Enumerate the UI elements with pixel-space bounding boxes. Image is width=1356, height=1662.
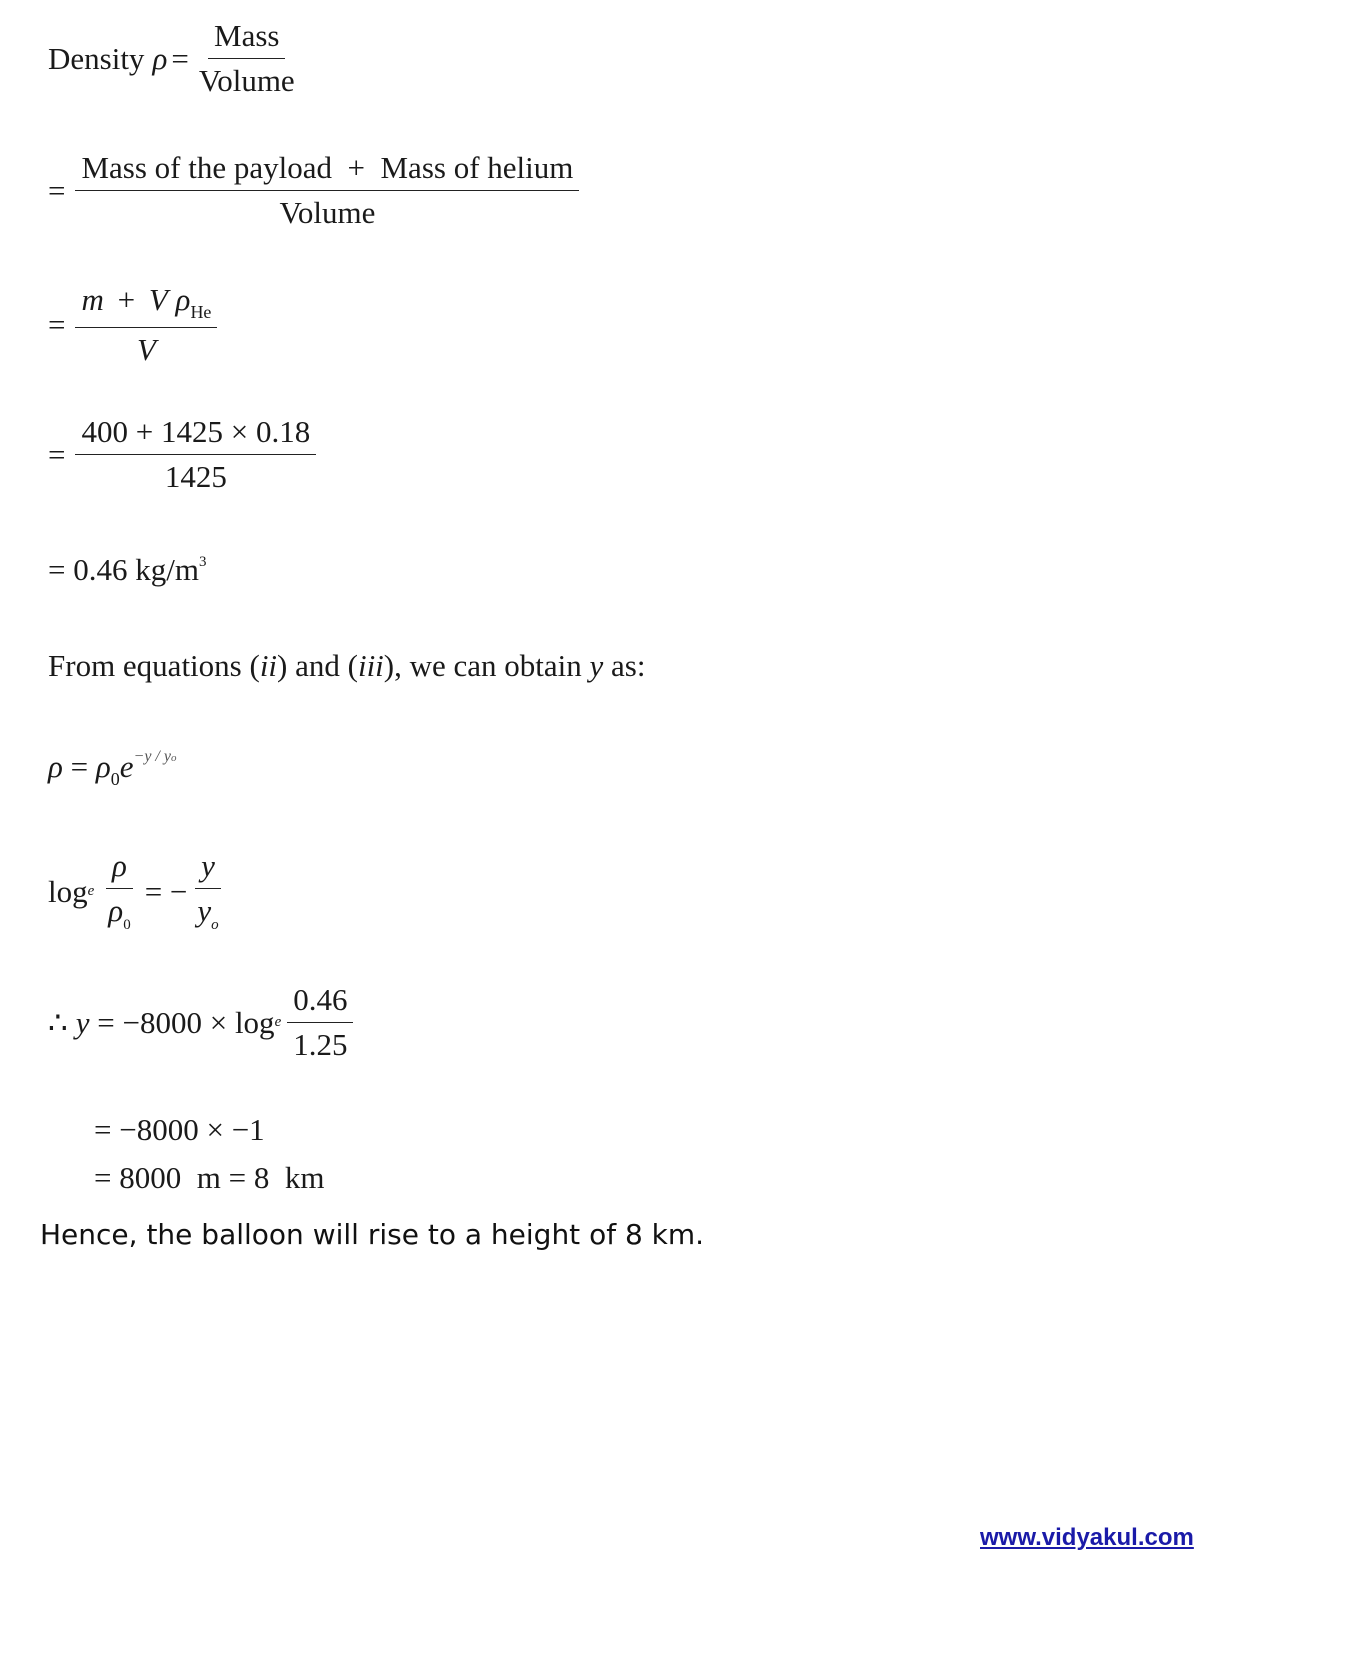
- log-relation: log e $\frac{\rho}{\rho_0}$ = − $\frac{y}{y_o}$: [48, 850, 225, 933]
- equals-minus: = −: [144, 873, 188, 909]
- numeric-density-expression: [48, 416, 316, 493]
- equations-sentence: From equations (ii) and (iii), we can obtain y as:: [48, 648, 646, 683]
- mass-symbol: m: [81, 282, 104, 317]
- rho-symbol: ρ: [48, 749, 63, 784]
- vidyakul-link[interactable]: www.vidyakul.com: [980, 1524, 1194, 1551]
- height-calculation: ∴ y = −8000 × log e $\frac{0.46}{1.25}$: [48, 984, 353, 1061]
- fraction-denominator: 1425: [164, 458, 227, 494]
- variable-y: y: [589, 648, 604, 683]
- height-result: = 8000 m = 8 km: [94, 1160, 325, 1195]
- equals-sign: =: [48, 436, 66, 472]
- density-label: Density: [48, 40, 145, 76]
- plus-sign: +: [117, 282, 136, 317]
- exponent: −y / yo: [133, 748, 177, 765]
- rho-symbol: ρ: [175, 282, 191, 317]
- payload-helium-expression: [48, 152, 579, 229]
- fraction-numerator: 400 + 1425 × 0.18: [75, 416, 316, 455]
- rho-ratio-fraction: $\frac{\rho}{\rho_0}$: [102, 850, 136, 933]
- equation-ref-ii: ii: [259, 648, 278, 683]
- numeric-fraction: [75, 416, 316, 493]
- symbolic-density-expression: [48, 284, 217, 366]
- therefore-symbol: ∴: [48, 1004, 68, 1040]
- exponential-density-law: $\rho = \rho_0e^{-y / yo}$: [48, 748, 177, 789]
- volume-symbol: V: [148, 282, 168, 317]
- fraction-denominator: V: [136, 331, 156, 367]
- fraction-denominator: Volume: [198, 62, 295, 98]
- helium-subscript: He: [190, 302, 212, 322]
- rho-zero-symbol: ρ: [95, 749, 111, 784]
- equals-sign: =: [171, 40, 189, 76]
- fraction-denominator: Volume: [279, 194, 376, 230]
- fraction-numerator: Mass of the payload + Mass of helium: [75, 152, 579, 191]
- log-function: log: [48, 873, 88, 909]
- height-intermediate: = −8000 × −1: [94, 1112, 265, 1147]
- equals-sign: =: [48, 172, 66, 208]
- y-ratio-fraction: $\frac{y}{y_o}$: [191, 850, 224, 933]
- payload-helium-fraction: [75, 152, 579, 229]
- equation-ref-iii: iii: [357, 648, 384, 683]
- symbolic-fraction: [75, 284, 217, 366]
- variable-y: y: [75, 1004, 90, 1040]
- density-ratio-fraction: $\frac{0.46}{1.25}$: [287, 984, 353, 1061]
- euler-e: e: [119, 749, 134, 784]
- mass-over-volume-fraction: [193, 20, 301, 97]
- rho-symbol: ρ: [152, 40, 168, 76]
- density-result: = 0.46 $kg/m^3$: [48, 552, 207, 587]
- fraction-numerator: Mass: [208, 20, 285, 59]
- fraction-numerator: [75, 284, 217, 328]
- equals-sign: =: [48, 307, 66, 343]
- conclusion-text: Hence, the balloon will rise to a height of 8 km.: [40, 1218, 705, 1251]
- cube-superscript: 3: [198, 554, 207, 570]
- density-definition: [48, 20, 301, 97]
